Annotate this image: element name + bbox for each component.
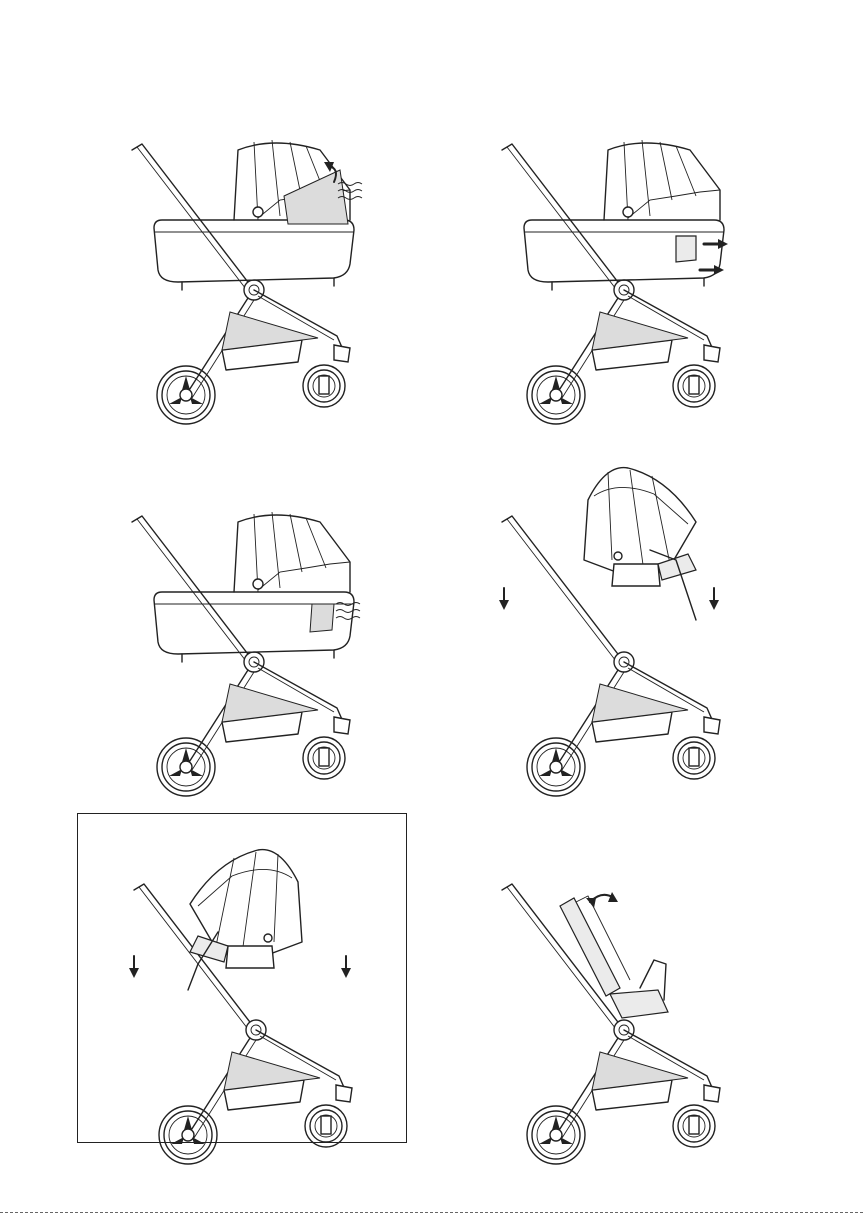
side-vent-mesh (310, 604, 334, 632)
panel-2-carrycot-pull-out (490, 140, 750, 410)
panel-6-illustration (490, 880, 750, 1150)
down-arrow-icon (499, 588, 509, 610)
side-pocket (676, 236, 696, 262)
panel-5-illustration (78, 814, 406, 1142)
page-bottom-rule (0, 1212, 863, 1213)
down-arrow-icon (129, 956, 139, 978)
panel-5-framed-seat-lift-reverse (77, 813, 407, 1143)
folded-canopy (560, 898, 620, 996)
panel-6-seat-rotate (490, 880, 750, 1150)
open-vent-panel (284, 170, 348, 224)
panel-4-seat-lift-forward (490, 460, 750, 780)
pull-arrow-icon (700, 265, 724, 275)
panel-2-illustration (490, 140, 750, 410)
pull-arrow-icon (704, 239, 728, 249)
down-arrow-icon (341, 956, 351, 978)
panel-3-illustration (120, 512, 380, 782)
panel-1-illustration (120, 140, 380, 410)
panel-3-carrycot-side-vent (120, 512, 380, 782)
seat-base (610, 990, 668, 1018)
airflow-icon (336, 603, 360, 620)
down-arrow-icon (709, 588, 719, 610)
panel-1-carrycot-hood-vent (120, 140, 380, 410)
panel-4-illustration (490, 460, 750, 780)
